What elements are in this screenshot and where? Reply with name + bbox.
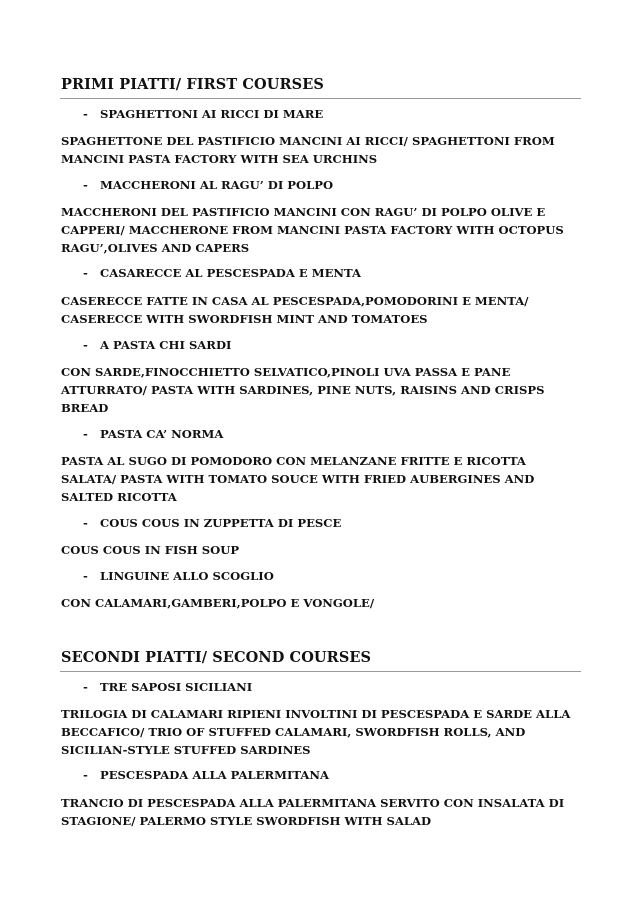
dish-title: SPAGHETTONI AI RICCI DI MARE <box>100 107 324 121</box>
dish-description: CASERECCE FATTE IN CASA AL PESCESPADA,POMODORINI E MENTA/ CASERECCE WITH SWORDFISH MINT AND TOMATOES <box>61 294 529 326</box>
bullet-dash: - <box>83 266 88 280</box>
dish-title: LINGUINE ALLO SCOGLIO <box>100 569 274 583</box>
dish-title: PASTA CA’ NORMA <box>100 427 224 441</box>
section-title-second-courses: SECONDI PIATTI/ SECOND COURSES <box>61 649 372 666</box>
dish-name <box>83 680 252 694</box>
dish-title: A PASTA CHI SARDI <box>100 338 232 352</box>
bullet-dash: - <box>83 178 88 192</box>
dish-title: TRE SAPOSI SICILIANI <box>100 680 253 694</box>
section-divider <box>60 98 581 99</box>
dish-name <box>83 516 341 530</box>
dish-title: MACCHERONI AL RAGU’ DI POLPO <box>100 178 334 192</box>
bullet-dash: - <box>83 680 88 694</box>
bullet-dash: - <box>83 516 88 530</box>
bullet-dash: - <box>83 107 88 121</box>
dish-name <box>83 768 329 782</box>
dish-description: PASTA AL SUGO DI POMODORO CON MELANZANE FRITTE E RICOTTA SALATA/ PASTA WITH TOMATO SOUCE WITH FRIED AUBERGINES AND SALTED RICOTTA <box>61 454 535 504</box>
section-divider <box>60 671 581 672</box>
dish-name <box>83 427 223 441</box>
dish-name <box>83 178 333 192</box>
bullet-dash: - <box>83 569 88 583</box>
dish-name <box>83 266 361 280</box>
dish-name <box>83 338 231 352</box>
dish-description: CON CALAMARI,GAMBERI,POLPO E VONGOLE/ <box>61 596 375 610</box>
dish-description: COUS COUS IN FISH SOUP <box>61 543 240 557</box>
dish-title: COUS COUS IN ZUPPETTA DI PESCE <box>100 516 342 530</box>
dish-name <box>83 107 323 121</box>
dish-description: CON SARDE,FINOCCHIETTO SELVATICO,PINOLI UVA PASSA E PANE ATTURRATO/ PASTA WITH SARDINES, PINE NUTS, RAISINS AND CRISPS BREAD <box>61 365 545 415</box>
dish-title: PESCESPADA ALLA PALERMITANA <box>100 768 329 782</box>
bullet-dash: - <box>83 338 88 352</box>
dish-description: TRANCIO DI PESCESPADA ALLA PALERMITANA SERVITO CON INSALATA DI STAGIONE/ PALERMO STYLE SWORDFISH WITH SALAD <box>61 796 565 828</box>
bullet-dash: - <box>83 768 88 782</box>
bullet-dash: - <box>83 427 88 441</box>
dish-description: MACCHERONI DEL PASTIFICIO MANCINI CON RAGU’ DI POLPO OLIVE E CAPPERI/ MACCHERONE FROM MANCINI PASTA FACTORY WITH OCTOPUS RAGU’,OLIVES AND CAPERS <box>61 205 564 255</box>
dish-title: CASARECCE AL PESCESPADA E MENTA <box>100 266 362 280</box>
section-title-first-courses: PRIMI PIATTI/ FIRST COURSES <box>61 76 324 93</box>
dish-description: TRILOGIA DI CALAMARI RIPIENI INVOLTINI DI PESCESPADA E SARDE ALLA BECCAFICO/ TRIO OF STUFFED CALAMARI, SWORDFISH ROLLS, AND SICILIAN-STYLE STUFFED SARDINES <box>61 707 571 757</box>
dish-description: SPAGHETTONE DEL PASTIFICIO MANCINI AI RICCI/ SPAGHETTONI FROM MANCINI PASTA FACTORY WITH SEA URCHINS <box>61 134 555 166</box>
dish-name <box>83 569 274 583</box>
